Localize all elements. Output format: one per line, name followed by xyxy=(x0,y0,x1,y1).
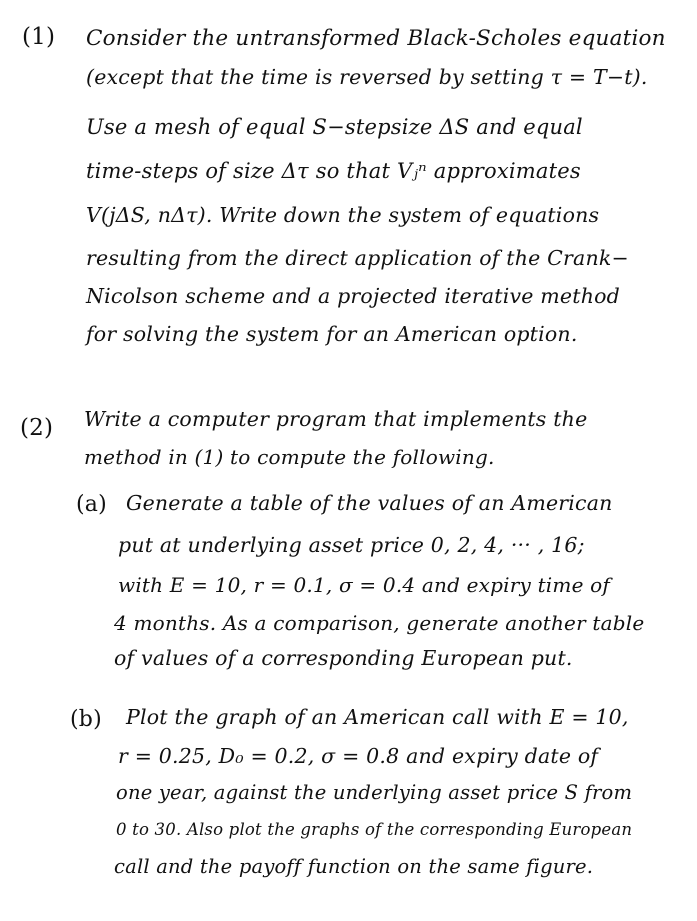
part-b-line-3: one year, against the underlying asset price S from xyxy=(116,781,633,804)
problem-2-line-1: Write a computer program that implements the xyxy=(84,407,588,431)
problem-1-line-2: (except that the time is reversed by setting τ = T−t). xyxy=(86,65,648,89)
part-a-line-5: of values of a corresponding European put. xyxy=(114,646,573,670)
problem-1-line-3: Use a mesh of equal S−stepsize ΔS and equal xyxy=(86,115,583,139)
problem-2-line-2: method in (1) to compute the following. xyxy=(84,445,495,469)
part-b-line-4: 0 to 30. Also plot the graphs of the corresponding European xyxy=(116,820,633,839)
part-b-line-2: r = 0.25, D₀ = 0.2, σ = 0.8 and expiry date of xyxy=(118,744,599,768)
problem-1-line-8: for solving the system for an American option. xyxy=(86,322,578,346)
part-b-label: (b) xyxy=(70,707,102,732)
problem-1-number: (1) xyxy=(22,24,56,50)
part-a-label: (a) xyxy=(76,492,107,517)
part-a-line-2: put at underlying asset price 0, 2, 4, ··· , 16; xyxy=(118,533,585,557)
part-a-line-3: with E = 10, r = 0.1, σ = 0.4 and expiry time of xyxy=(118,573,611,597)
problem-1-line-4: time-steps of size Δτ so that Vⱼⁿ approximates xyxy=(86,159,581,183)
problem-1-line-6: resulting from the direct application of the Crank− xyxy=(86,246,629,270)
problem-2-number: (2) xyxy=(20,415,54,441)
part-a-line-1: Generate a table of the values of an American xyxy=(126,491,613,515)
part-a-line-4: 4 months. As a comparison, generate another table xyxy=(114,611,645,635)
problem-1-line-1: Consider the untransformed Black-Scholes equation xyxy=(86,26,666,51)
problem-1-line-5: V(jΔS, nΔτ). Write down the system of equations xyxy=(86,203,600,227)
part-b-line-5: call and the payoff function on the same figure. xyxy=(114,855,594,878)
part-b-line-1: Plot the graph of an American call with E = 10, xyxy=(126,705,629,729)
problem-1-line-7: Nicolson scheme and a projected iterative method xyxy=(86,284,620,308)
